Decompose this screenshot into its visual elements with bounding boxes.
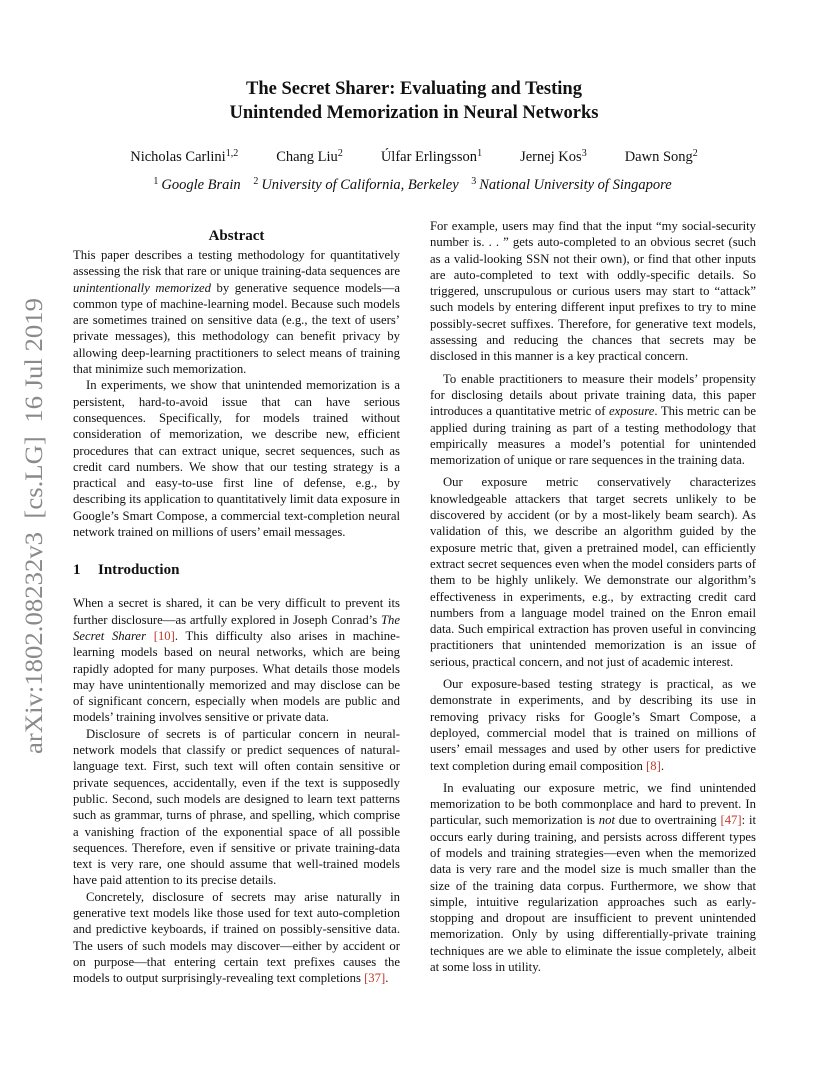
author: Dawn Song$^2$ [624, 148, 698, 165]
affiliations [0, 177, 828, 194]
left-column [73, 227, 400, 986]
affiliation: $^3$ National University of Singapore [471, 176, 672, 193]
title-line-1: The Secret Sharer: Evaluating and Testing [246, 79, 582, 99]
body-paragraph: In evaluating our exposure metric, we find unintended memorization to be both commonplace and hard to prevent. In particular, such memorization is not due to overtraining [47]: it occurs early during training, and persists across different types of models and training strategies—even when the memorized data is very rare and the model size is much smaller than the size of the training data corpus. Furthermore, we show that simple, intuitive regularization approaches such as early-stopping and dropout are insufficient to prevent unintended memorization. Only by using differentially-private training techniques are we able to eliminate the issue completely, albeit at some loss in utility. [430, 780, 757, 975]
abstract-heading: Abstract [208, 228, 265, 244]
author: Nicholas Carlini$^{1,2}$ [130, 148, 239, 165]
title-line-2: Unintended Memorization in Neural Networks [229, 103, 599, 123]
body-paragraph: For example, users may find that the input “my social-security number is. . . ” gets auto-completed to an obvious secret (such as a valid-looking SSN not their own), or find that other inputs are auto-completed to text with oddly-specific details. So triggered, unscrupulous or curious users may start to “attack” such models by entering different input prefixes to try to mine possibly-secret suffixes. Therefore, for generative text models, assessing and reducing the chances that secrets may be disclosed in this manner is a key practical concern. [430, 219, 756, 364]
citation-link[interactable]: [8] [646, 758, 661, 773]
body-paragraph: Our exposure-based testing strategy is practical, as we demonstrate in experiments, and by describing its use in removing privacy risks for Google’s Smart Compose, a deployed, commercial model that is trained on millions of users’ email messages and used by other users for predictive text completion during email composition [8]. [430, 677, 756, 773]
body-paragraph: Concretely, disclosure of secrets may arise naturally in generative text models like those used for text auto-completion and predictive keyboards, if trained on possibly-sensitive data. The users of such models may discover—either by accident or on purpose—that entering certain text prefixes causes the models to output surprisingly-revealing text completions [37]. [73, 889, 400, 986]
affiliation: $^2$ University of California, Berkeley [253, 176, 459, 193]
abstract-paragraph: This paper describes a testing methodology for quantitatively assessing the risk that rare or unique training-data sequences are unintentionally memorized by generative sequence models—a common type of machine-learning model. Because such models are sometimes trained on sensitive data (e.g., the text of users’ private messages), this methodology can benefit privacy by allowing deep-learning practitioners to select means of training that minimize such memorization. [73, 248, 400, 377]
citation-link[interactable]: [10] [153, 628, 175, 643]
body-paragraph: To enable practitioners to measure their models’ propensity for disclosing details about private training data, this paper introduces a quantitative metric of exposure. This metric can be applied during training as part of a testing methodology that empirically measures a model’s potential for unintended memorization of unique or rare sequences in the training data. [430, 371, 756, 468]
citation-link[interactable]: [37] [364, 971, 386, 986]
section-heading: 1 Introduction [73, 562, 180, 579]
right-column [430, 218, 756, 975]
body-paragraph: When a secret is shared, it can be very difficult to prevent its further disclosure—as artfully explored in Joseph Conrad’s The Secret Sharer [10]. This difficulty also arises in machine-learning models based on neural networks, which are being rapidly adopted for many purposes. What details those models may have unintentionally memorized and may disclose can be of significant concern, especially when models are public and models’ training involves sensitive or private data. [73, 596, 401, 725]
affiliation: $^1$ Google Brain [153, 176, 241, 193]
paper-title [0, 77, 828, 125]
author: Chang Liu$^2$ [276, 148, 343, 165]
arxiv-id-text: arXiv:1802.08232v3 [cs.LG] 16 Jul 2019 [19, 319, 48, 754]
citation-link[interactable]: [47] [720, 813, 742, 828]
author-list [0, 149, 828, 166]
body-paragraph: Disclosure of secrets is of particular concern in neural-network models that classify or predict sequences of natural-language text. First, such text will often contain sensitive or private sequences, accidentally, even if the text is supposedly public. Second, such models are designed to learn text patterns such as grammar, turns of phrase, and spelling, which comprise a vanishing fraction of the exponential space of all possible sequences. Therefore, even if sensitive or private training-data text is very rare, one should assume that well-trained models have paid attention to its precise details. [73, 726, 400, 888]
arxiv-identifier [12, 296, 52, 756]
body-paragraph: Our exposure metric conservatively characterizes knowledgeable attackers that target secrets unlikely to be discovered by accident (or by a most-likely beam search). As validation of this, we describe an algorithm guided by the exposure metric that, given a pretrained model, can efficiently extract secret sequences even when the model considers parts of them to be highly unlikely. We demonstrate our algorithm’s effectiveness in experiments, e.g., by extracting credit card numbers from a language model trained on the Enron email data. Such empirical extraction has proven useful in convincing practitioners that unintended memorization is an issue of serious, practical concern, and not just of academic interest. [430, 475, 756, 669]
author: Jernej Kos$^3$ [520, 148, 587, 165]
abstract-paragraph: In experiments, we show that unintended memorization is a persistent, hard-to-avoid issue that can have serious consequences. Specifically, for models trained without consideration of memorization, we describe new, efficient procedures that can extract unique, secret sequences, such as credit card numbers. We show that our testing strategy is a practical and easy-to-use first line of defense, e.g., by describing its application to quantitatively limit data exposure in Google’s Smart Compose, a commercial text-completion neural network trained on millions of users’ email messages. [73, 378, 400, 540]
author: Úlfar Erlingsson$^1$ [380, 148, 483, 165]
